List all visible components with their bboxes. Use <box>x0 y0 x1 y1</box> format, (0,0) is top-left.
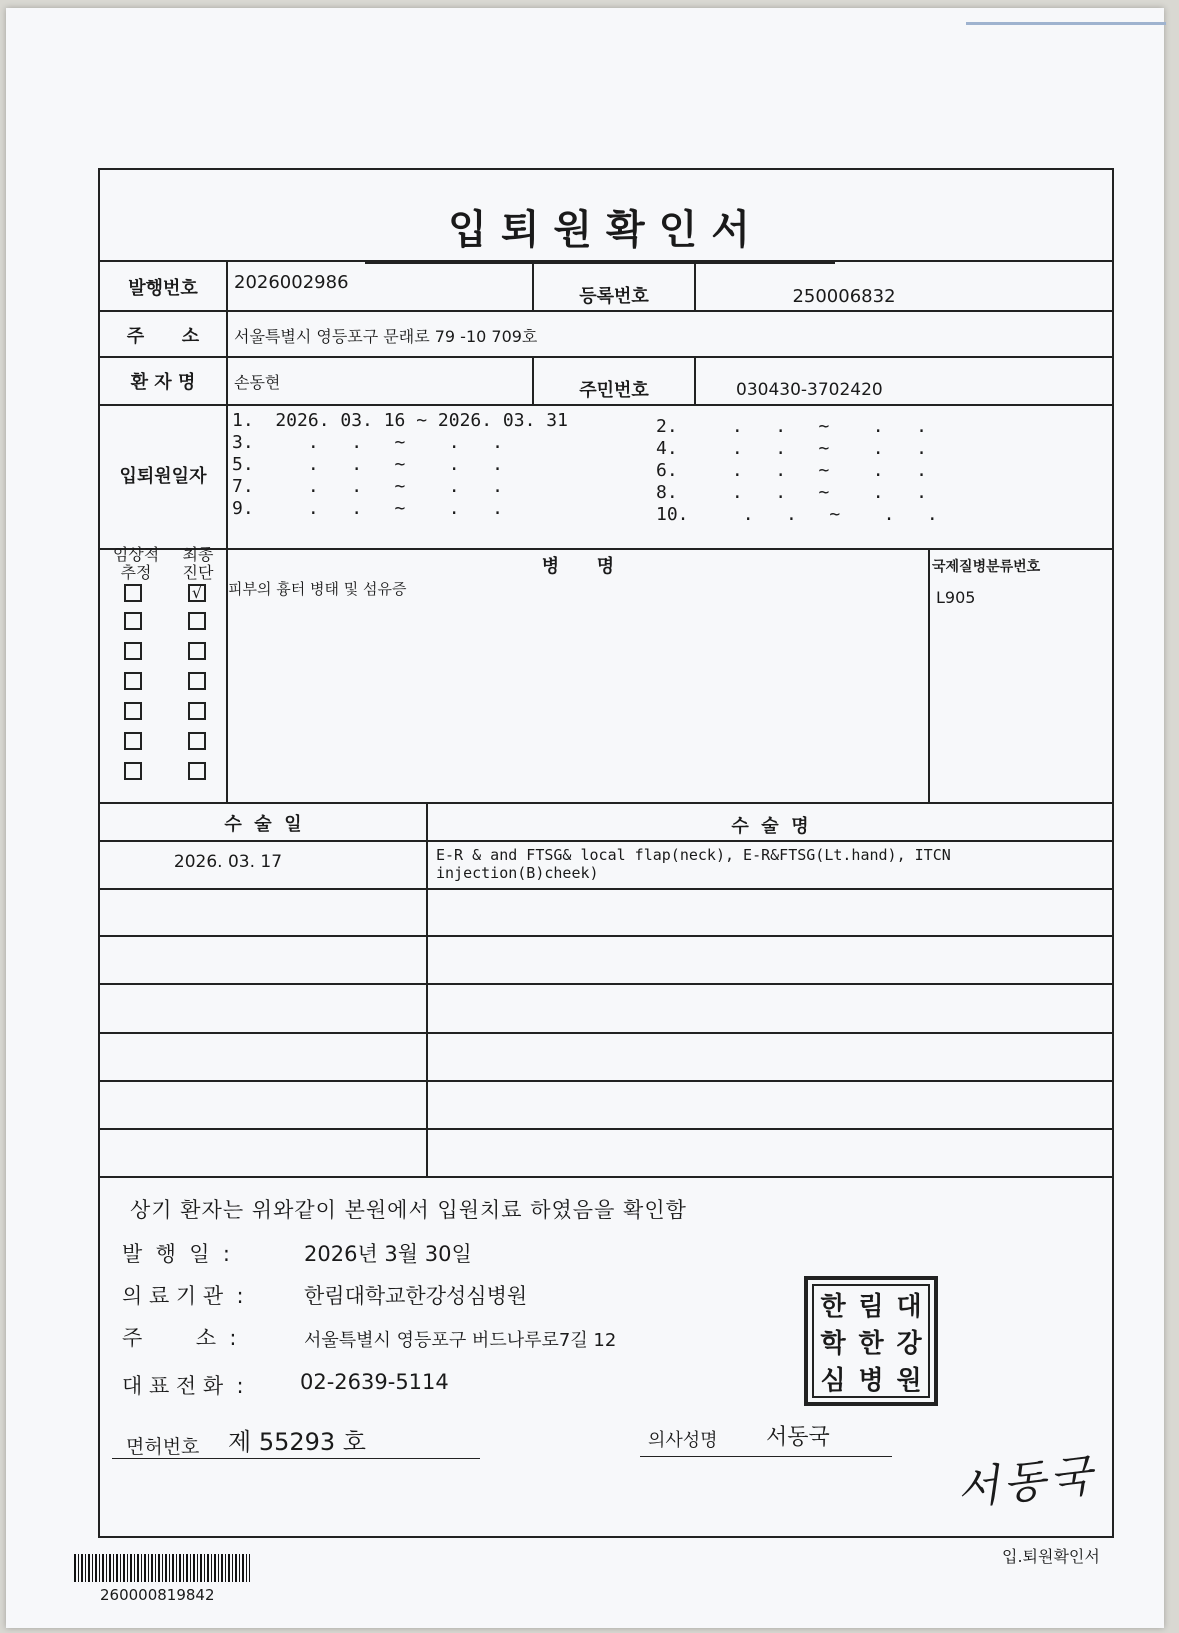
admission-10: 10. . . ~ . . <box>656 504 938 525</box>
seal-char: 대 <box>896 1292 922 1322</box>
col-divider <box>226 260 228 802</box>
row-divider <box>100 310 1112 312</box>
admission-2: 2. . . ~ . . <box>656 416 927 437</box>
issue-no-label: 발행번호 <box>128 278 198 299</box>
final-checkbox-5[interactable] <box>188 702 206 720</box>
seal-char: 원 <box>896 1366 922 1396</box>
icd-header: 국제질병분류번호 <box>932 559 1041 575</box>
seal-glyphs <box>812 1284 930 1398</box>
final-checkbox-3[interactable] <box>188 642 206 660</box>
final-checkbox-2[interactable] <box>188 612 206 630</box>
admission-1: 1. 2026. 03. 16 ~ 2026. 03. 31 <box>232 410 568 431</box>
row-divider <box>100 1176 1112 1178</box>
address-value: 서울특별시 영등포구 문래로 79 -10 709호 <box>234 327 538 346</box>
resident-no-label: 주민번호 <box>579 380 649 401</box>
seal-char: 심 <box>820 1366 846 1396</box>
admission-6: 6. . . ~ . . <box>656 460 927 481</box>
clinical-checkbox-6[interactable] <box>124 732 142 750</box>
document-page <box>6 8 1164 1628</box>
form-frame <box>98 168 1114 1538</box>
issue-date-value: 2026년 3월 30일 <box>304 1242 472 1266</box>
dates-label: 입퇴원일자 <box>119 466 207 487</box>
clinical-label-line2: 추정 <box>120 563 152 582</box>
title-underline <box>365 262 835 264</box>
op-date-value: 2026. 03. 17 <box>173 852 283 872</box>
seal-char: 병 <box>858 1366 884 1396</box>
clinical-label-line1: 임상적 <box>112 545 160 564</box>
row-divider <box>100 548 1112 550</box>
final-label-line1: 최종 <box>182 545 214 564</box>
hospital-address-label: 주 소 : <box>122 1326 237 1350</box>
op-name-line2: injection(B)cheek) <box>436 864 599 882</box>
final-checkbox-7[interactable] <box>188 762 206 780</box>
disease-name: 피부의 흉터 병태 및 섬유증 <box>228 580 407 598</box>
admission-4: 4. . . ~ . . <box>656 438 927 459</box>
row-divider <box>100 935 1112 937</box>
doctor-name: 서동국 <box>766 1425 830 1450</box>
op-name-value <box>436 846 951 882</box>
clinical-checkbox-3[interactable] <box>124 642 142 660</box>
license-value: 제 55293 호 <box>228 1428 366 1456</box>
clinical-checkbox-7[interactable] <box>124 762 142 780</box>
phone-value: 02-2639-5114 <box>300 1370 449 1394</box>
clinical-label <box>108 546 164 582</box>
admission-7: 7. . . ~ . . <box>232 476 503 497</box>
admission-9: 9. . . ~ . . <box>232 498 503 519</box>
hospital-seal <box>804 1276 938 1406</box>
admission-8: 8. . . ~ . . <box>656 482 927 503</box>
admission-5: 5. . . ~ . . <box>232 454 503 475</box>
icd-code: L905 <box>936 588 976 607</box>
final-label <box>170 546 226 582</box>
paper-edge <box>966 22 1166 25</box>
clinical-checkbox-1[interactable] <box>124 584 142 602</box>
hospital-address-value: 서울특별시 영등포구 버드나루로7길 12 <box>304 1330 617 1351</box>
statement: 상기 환자는 위와같이 본원에서 입원치료 하였음을 확인함 <box>130 1198 687 1222</box>
footer-doc-label: 입.퇴원확인서 <box>1002 1547 1100 1566</box>
col-divider <box>426 802 428 1176</box>
row-divider <box>100 1080 1112 1082</box>
row-divider <box>100 983 1112 985</box>
document-title: 입퇴원확인서 <box>448 207 764 253</box>
row-divider <box>100 260 1112 262</box>
doctor-signature: 서동국 <box>954 1449 1099 1516</box>
address-label: 주 소 <box>126 326 200 347</box>
clinical-checkbox-2[interactable] <box>124 612 142 630</box>
institution-label: 의 료 기 관 : <box>122 1284 244 1308</box>
op-name-header: 수 술 명 <box>731 816 809 837</box>
seal-char: 한 <box>820 1292 846 1322</box>
op-date-header: 수 술 일 <box>224 814 302 835</box>
admission-3: 3. . . ~ . . <box>232 432 503 453</box>
row-divider <box>100 1128 1112 1130</box>
patient-label: 환 자 명 <box>130 372 196 393</box>
license-underline <box>112 1458 480 1459</box>
final-checkbox-4[interactable] <box>188 672 206 690</box>
clinical-checkbox-4[interactable] <box>124 672 142 690</box>
institution-value: 한림대학교한강성심병원 <box>304 1284 528 1308</box>
seal-char: 학 <box>820 1329 846 1359</box>
col-divider <box>928 548 930 802</box>
doctor-underline <box>640 1456 892 1457</box>
reg-no-value: 250006832 <box>792 286 896 307</box>
barcode-number: 260000819842 <box>100 1586 215 1604</box>
issue-date-label: 발 행 일 : <box>122 1242 230 1266</box>
seal-char: 림 <box>858 1292 884 1322</box>
row-divider <box>100 802 1112 804</box>
row-divider <box>100 356 1112 358</box>
license-label: 면허번호 <box>126 1436 200 1458</box>
seal-char: 한 <box>858 1329 884 1359</box>
reg-no-label: 등록번호 <box>579 286 649 307</box>
row-divider <box>100 1032 1112 1034</box>
row-divider <box>100 404 1112 406</box>
row-divider <box>100 888 1112 890</box>
col-divider <box>694 356 696 404</box>
barcode <box>74 1554 250 1582</box>
doctor-label: 의사성명 <box>648 1430 718 1451</box>
issue-no-value: 2026002986 <box>234 272 349 293</box>
row-divider <box>100 840 1112 842</box>
op-name-line1: E-R & and FTSG& local flap(neck), E-R&FTSG(Lt.hand), ITCN <box>436 846 951 864</box>
final-checkbox-6[interactable] <box>188 732 206 750</box>
final-checkbox-1[interactable]: √ <box>188 584 206 602</box>
phone-label: 대 표 전 화 : <box>122 1374 244 1398</box>
resident-no-value: 030430-3702420 <box>736 380 883 400</box>
clinical-checkbox-5[interactable] <box>124 702 142 720</box>
seal-char: 강 <box>896 1329 922 1359</box>
disease-header: 병 명 <box>541 556 615 577</box>
final-label-line2: 진단 <box>182 563 214 582</box>
patient-value: 손동현 <box>234 373 281 392</box>
